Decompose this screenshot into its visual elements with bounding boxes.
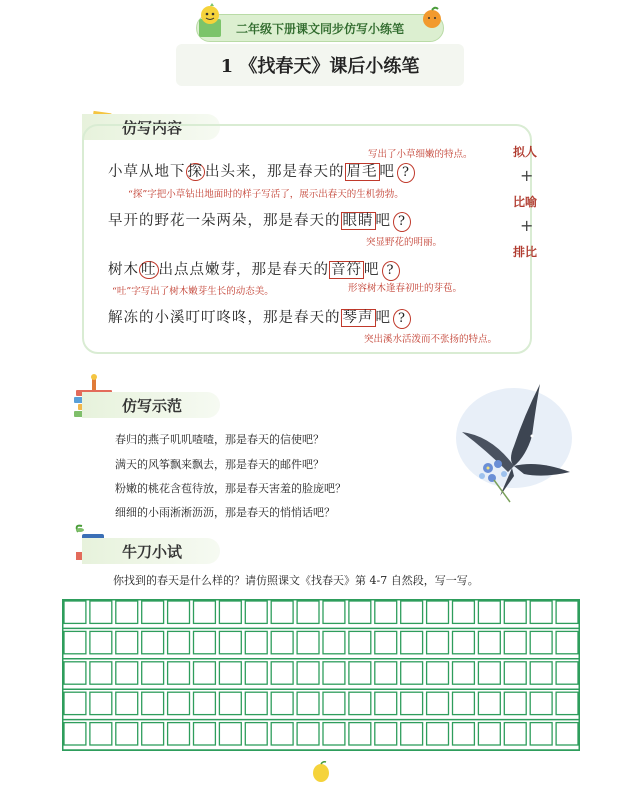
text-segment: 出头来，那是春天的 (205, 164, 345, 180)
grid-cell[interactable] (401, 662, 423, 684)
annotation-note: “探”字把小草钻出地面时的样子写活了，展示出春天的生机勃勃。 (128, 189, 404, 200)
grid-cell[interactable] (556, 631, 578, 653)
question-mark-circled: ? (393, 309, 411, 329)
grid-cell[interactable] (64, 692, 86, 714)
page-lemon-icon (311, 761, 331, 783)
grid-cell[interactable] (271, 692, 293, 714)
grid-cell[interactable] (194, 662, 216, 684)
series-ribbon (196, 14, 444, 42)
grid-cell[interactable] (427, 631, 449, 653)
grid-border (63, 600, 580, 751)
grid-cell[interactable] (504, 631, 526, 653)
grid-cell[interactable] (245, 692, 267, 714)
grid-cell[interactable] (64, 662, 86, 684)
example-line: 细细的小雨淅淅沥沥，那是春天的悄悄话吧？ (115, 506, 335, 519)
grid-cell[interactable] (375, 692, 397, 714)
grid-cell[interactable] (219, 601, 241, 623)
grid-cell[interactable] (194, 601, 216, 623)
grid-cell[interactable] (194, 723, 216, 745)
grid-cell[interactable] (219, 631, 241, 653)
grid-cell[interactable] (323, 692, 345, 714)
sentence-line-1 (108, 160, 415, 183)
grid-cell[interactable] (375, 631, 397, 653)
grid-cell[interactable] (245, 631, 267, 653)
example-line: 粉嫩的桃花含苞待放，那是春天害羞的脸庞吧？ (115, 482, 346, 495)
grid-cell[interactable] (504, 723, 526, 745)
grid-cell[interactable] (64, 723, 86, 745)
grid-cell[interactable] (453, 723, 475, 745)
series-label: 二年级下册课文同步仿写小练笔 (235, 21, 404, 36)
text-segment: 树木 (108, 262, 139, 278)
grid-cell[interactable] (427, 692, 449, 714)
grid-cell[interactable] (90, 631, 112, 653)
grid-cell[interactable] (271, 723, 293, 745)
grid-cell[interactable] (142, 692, 164, 714)
grid-cell[interactable] (116, 631, 138, 653)
grid-cell[interactable] (401, 723, 423, 745)
grid-cell[interactable] (90, 601, 112, 623)
grid-cell[interactable] (530, 723, 552, 745)
grid-cell[interactable] (556, 601, 578, 623)
grid-cell[interactable] (504, 662, 526, 684)
grid-cell[interactable] (323, 723, 345, 745)
writing-prompt: 你找到的春天是什么样的？请仿照课文《找春天》第 4-7 自然段，写一写。 (113, 574, 479, 587)
grid-cell[interactable] (116, 692, 138, 714)
grid-cell[interactable] (64, 631, 86, 653)
grid-cell[interactable] (168, 631, 190, 653)
grid-cell[interactable] (142, 723, 164, 745)
boxed-word: 眼睛 (342, 213, 374, 229)
text-segment: 解冻的小溪叮叮咚咚，那是春天的 (108, 310, 341, 326)
text-segment: 早开的野花一朵两朵，那是春天的 (108, 213, 341, 229)
annotation-note: 突出溪水活泼而不张扬的特点。 (364, 334, 498, 345)
grid-cell[interactable] (349, 723, 371, 745)
grid-cell[interactable] (556, 723, 578, 745)
orange-mascot-icon (420, 6, 444, 30)
grid-cell[interactable] (478, 662, 500, 684)
grid-cell[interactable] (219, 723, 241, 745)
grid-cell[interactable] (504, 601, 526, 623)
grid-cell[interactable] (297, 631, 319, 653)
text-segment: 吧 (379, 164, 395, 180)
annotation-note: “吐”字写出了树木嫩芽生长的动态美。 (112, 286, 274, 297)
grid-cell[interactable] (401, 631, 423, 653)
page-title: 1 《找春天》课后小练笔 (220, 56, 420, 77)
grid-cell[interactable] (142, 662, 164, 684)
grid-cell[interactable] (453, 662, 475, 684)
grid-cell[interactable] (64, 601, 86, 623)
sentence-line-3 (108, 258, 400, 281)
grid-cell[interactable] (297, 662, 319, 684)
plus-sign: + (520, 166, 534, 185)
grid-cell[interactable] (478, 723, 500, 745)
grid-cell[interactable] (349, 631, 371, 653)
example-line: 满天的风筝飘来飘去，那是春天的邮件吧？ (115, 458, 324, 471)
technique-personification: 拟人 (513, 145, 538, 159)
writing-grid[interactable] (62, 599, 580, 751)
grid-cell[interactable] (375, 723, 397, 745)
grid-cell[interactable] (116, 723, 138, 745)
grid-cell[interactable] (271, 601, 293, 623)
grid-cell[interactable] (478, 631, 500, 653)
grid-cell[interactable] (245, 662, 267, 684)
grid-cell[interactable] (478, 692, 500, 714)
grid-cell[interactable] (375, 662, 397, 684)
grid-cell[interactable] (530, 662, 552, 684)
grid-cell[interactable] (168, 601, 190, 623)
grid-cell[interactable] (453, 601, 475, 623)
boxed-word: 音符 (331, 262, 362, 278)
swallow-illustration (452, 376, 580, 508)
grid-cell[interactable] (530, 631, 552, 653)
text-segment: 出点点嫩芽，那是春天的 (158, 262, 329, 278)
sentence-line-4 (108, 306, 411, 329)
grid-cell[interactable] (427, 723, 449, 745)
text-segment: 吧 (364, 262, 380, 278)
grid-cell[interactable] (530, 601, 552, 623)
grid-cell[interactable] (453, 692, 475, 714)
grid-cell[interactable] (427, 601, 449, 623)
grid-cell[interactable] (323, 601, 345, 623)
annotation-note: 形容树木逢春初吐的芽苞。 (348, 283, 463, 294)
grid-cell[interactable] (142, 631, 164, 653)
grid-cell[interactable] (271, 662, 293, 684)
grid-cell[interactable] (401, 601, 423, 623)
grid-cell[interactable] (427, 662, 449, 684)
grid-cell[interactable] (116, 662, 138, 684)
grid-cell[interactable] (245, 723, 267, 745)
grid-cell[interactable] (194, 631, 216, 653)
grid-cell[interactable] (245, 601, 267, 623)
section-title: 仿写示范 (122, 396, 183, 415)
grid-cell[interactable] (194, 692, 216, 714)
grid-cell[interactable] (168, 723, 190, 745)
grid-cell[interactable] (453, 631, 475, 653)
book-mascot-icon (196, 3, 224, 39)
grid-cell[interactable] (349, 692, 371, 714)
grid-cell[interactable] (90, 662, 112, 684)
grid-cell[interactable] (90, 723, 112, 745)
section-title: 仿写内容 (122, 118, 183, 137)
text-segment: 吧 (375, 310, 391, 326)
annotation-note: 写出了小草细嫩的特点。 (368, 149, 473, 160)
question-mark-circled: ? (397, 163, 415, 183)
section-heading-imitate-example (82, 392, 220, 418)
grid-cell[interactable] (142, 601, 164, 623)
grid-cell[interactable] (478, 601, 500, 623)
grid-cell[interactable] (271, 631, 293, 653)
grid-cell[interactable] (375, 601, 397, 623)
section-title: 牛刀小试 (122, 542, 183, 561)
text-segment: 小草从地下 (108, 164, 186, 180)
grid-cell[interactable] (530, 692, 552, 714)
technique-parallelism: 排比 (513, 245, 538, 259)
annotation-note: 突显野花的明丽。 (366, 237, 443, 248)
plus-sign: + (520, 216, 534, 235)
grid-cell[interactable] (297, 692, 319, 714)
grid-cell[interactable] (504, 692, 526, 714)
question-mark-circled: ? (382, 261, 400, 281)
text-segment: 吧 (375, 213, 391, 229)
boxed-word: 眉毛 (346, 164, 378, 180)
grid-cell[interactable] (90, 692, 112, 714)
sentence-line-2 (108, 209, 411, 232)
circled-character: 吐 (141, 262, 157, 278)
grid-cell[interactable] (349, 601, 371, 623)
grid-cell[interactable] (116, 601, 138, 623)
example-line: 春归的燕子叽叽喳喳，那是春天的信使吧？ (115, 433, 324, 446)
grid-cell[interactable] (297, 723, 319, 745)
boxed-word: 琴声 (342, 310, 374, 326)
technique-metaphor: 比喻 (513, 195, 538, 209)
grid-cell[interactable] (401, 692, 423, 714)
grid-cell[interactable] (556, 662, 578, 684)
question-mark-circled: ? (393, 212, 411, 232)
circled-character: 探 (187, 164, 203, 180)
grid-cell[interactable] (168, 662, 190, 684)
grid-cell[interactable] (323, 662, 345, 684)
section-heading-try-it (82, 538, 220, 564)
grid-cell[interactable] (219, 662, 241, 684)
grid-cell[interactable] (349, 662, 371, 684)
grid-cell[interactable] (168, 692, 190, 714)
grid-cell[interactable] (219, 692, 241, 714)
grid-cell[interactable] (323, 631, 345, 653)
grid-cell[interactable] (297, 601, 319, 623)
grid-cell[interactable] (556, 692, 578, 714)
